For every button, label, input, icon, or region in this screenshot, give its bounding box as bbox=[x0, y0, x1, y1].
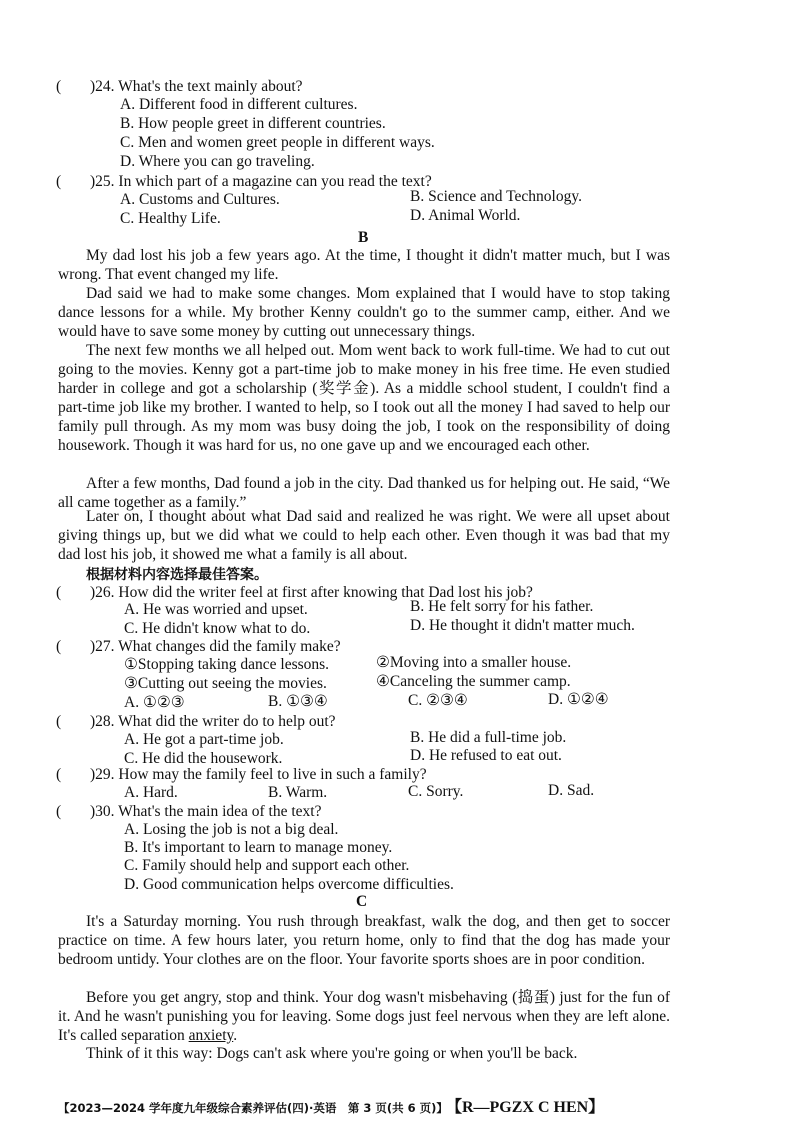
option-b: B. Science and Technology. bbox=[410, 188, 582, 205]
option-d: D. Sad. bbox=[548, 782, 595, 799]
option-a: A. ①②③ bbox=[124, 694, 185, 711]
question-25 bbox=[56, 173, 432, 191]
option-c: C. He didn't know what to do. bbox=[124, 620, 311, 637]
answer-paren: ( bbox=[56, 638, 62, 655]
question-27 bbox=[56, 638, 341, 656]
option-a: A. Hard. bbox=[124, 784, 178, 801]
passage-c-paragraph-3: Think of it this way: Dogs can't ask where you're going or when you'll be back. bbox=[86, 1045, 578, 1062]
choice-item-3: ③Cutting out seeing the movies. bbox=[124, 675, 327, 692]
question-30 bbox=[56, 803, 322, 821]
passage-c-paragraph-2 bbox=[58, 988, 670, 1045]
passage-b-paragraph-2: Dad said we had to make some changes. Mom explained that I would have to stop taking dance lessons for a while. My brother Kenny couldn't go to the summer camp, either. And we would have to save some money by cutting out unnecessary things. bbox=[58, 285, 670, 340]
question-stem: )24. What's the text mainly about? bbox=[90, 78, 303, 95]
choice-item-4: ④Canceling the summer camp. bbox=[376, 673, 571, 690]
option-d: D. He refused to eat out. bbox=[410, 747, 562, 764]
answer-paren: ( bbox=[56, 173, 62, 190]
option-b: B. It's important to learn to manage money. bbox=[124, 839, 393, 856]
footer-text: 【2023—2024 学年度九年级综合素养评估(四)·英语 第 3 页(共 6 页)】 bbox=[58, 1101, 448, 1115]
option-d: D. Animal World. bbox=[410, 207, 521, 224]
option-c: C. Healthy Life. bbox=[120, 210, 221, 227]
option-c: C. Sorry. bbox=[408, 783, 464, 800]
option-a: A. Customs and Cultures. bbox=[120, 191, 280, 208]
question-stem: )26. How did the writer feel at first after knowing that Dad lost his job? bbox=[90, 584, 533, 601]
answer-paren: ( bbox=[56, 78, 62, 95]
question-stem: )27. What changes did the family make? bbox=[90, 638, 341, 655]
answer-paren: ( bbox=[56, 766, 62, 783]
passage-b-paragraph-4: After a few months, Dad found a job in the city. Dad thanked us for helping out. He said, “We all came together as a family.” bbox=[58, 475, 670, 511]
answer-paren: ( bbox=[56, 713, 62, 730]
footer-code: 【R—PGZX C HEN】 bbox=[453, 1099, 605, 1116]
passage-b-paragraph-5: Later on, I thought about what Dad said and realized he was right. We were all upset about giving things up, but we did what we could to help each other. Even though it was bad that my dad lost his job, it showed me what a family is all about. bbox=[58, 508, 670, 563]
answer-paren: ( bbox=[56, 803, 62, 820]
choice-item-1: ①Stopping taking dance lessons. bbox=[124, 656, 330, 673]
option-c: C. ②③④ bbox=[408, 692, 468, 709]
question-28 bbox=[56, 713, 336, 731]
underlined-word: anxiety bbox=[188, 1027, 234, 1044]
option-a: A. He got a part-time job. bbox=[124, 731, 284, 748]
option-c: C. He did the housework. bbox=[124, 750, 283, 767]
option-b: B. ①③④ bbox=[268, 693, 328, 710]
option-b: B. He felt sorry for his father. bbox=[410, 598, 594, 615]
question-stem: )30. What's the main idea of the text? bbox=[90, 803, 322, 820]
instruction: 根据材料内容选择最佳答案。 bbox=[86, 567, 268, 583]
option-d: D. Good communication helps overcome difficulties. bbox=[124, 876, 454, 893]
option-b: B. He did a full-time job. bbox=[410, 729, 567, 746]
section-heading-b: B bbox=[358, 229, 369, 246]
choice-item-2: ②Moving into a smaller house. bbox=[376, 654, 572, 671]
option-d: D. ①②④ bbox=[548, 691, 609, 708]
option-a: A. Different food in different cultures. bbox=[120, 96, 358, 113]
passage-c-paragraph-1: It's a Saturday morning. You rush through breakfast, walk the dog, and then get to soccer practice on time. A few hours later, you return home, only to find that the dog has made your bedroom untidy. Your clothes are on the floor. Your favorite sports shoes are in poor condition. bbox=[58, 913, 670, 968]
option-c: C. Men and women greet people in different ways. bbox=[120, 134, 435, 151]
passage-b-paragraph-3: The next few months we all helped out. Mom went back to work full-time. We had to cut out going to the movies. Kenny got a part-time job to make money in his free time. He even studied harder in college and got a scholarship (奖学金). As a middle school student, I couldn't find a part-time job like my brother. I wanted to help, so I took out all the money I had saved to help our family pull through. As my mom was busy doing the job, I took on the responsibility of doing housework. Though it was hard for us, no one gave up and we encouraged each other. bbox=[58, 342, 670, 454]
answer-paren: ( bbox=[56, 584, 62, 601]
paragraph-text: Before you get angry, stop and think. Your dog wasn't misbehaving (捣蛋) just for the fun of it. And he wasn't punishing you for leaving. Some dogs just feel nervous when they are left alone. It's called separation bbox=[58, 989, 670, 1044]
option-b: B. Warm. bbox=[268, 784, 328, 801]
section-heading-c: C bbox=[356, 893, 368, 910]
option-b: B. How people greet in different countries. bbox=[120, 115, 386, 132]
option-d: D. He thought it didn't matter much. bbox=[410, 617, 635, 634]
question-29 bbox=[56, 766, 427, 784]
question-stem: )25. In which part of a magazine can you read the text? bbox=[90, 173, 432, 190]
option-c: C. Family should help and support each other. bbox=[124, 857, 410, 874]
question-24 bbox=[56, 78, 303, 96]
question-stem: )28. What did the writer do to help out? bbox=[90, 713, 336, 730]
option-a: A. He was worried and upset. bbox=[124, 601, 308, 618]
paragraph-end: . bbox=[233, 1027, 238, 1044]
option-a: A. Losing the job is not a big deal. bbox=[124, 821, 339, 838]
question-stem: )29. How may the family feel to live in such a family? bbox=[90, 766, 427, 783]
page-footer bbox=[58, 1094, 604, 1117]
option-d: D. Where you can go traveling. bbox=[120, 153, 315, 170]
passage-b-paragraph-1: My dad lost his job a few years ago. At the time, I thought it didn't matter much, but I was wrong. That event changed my life. bbox=[58, 247, 670, 283]
